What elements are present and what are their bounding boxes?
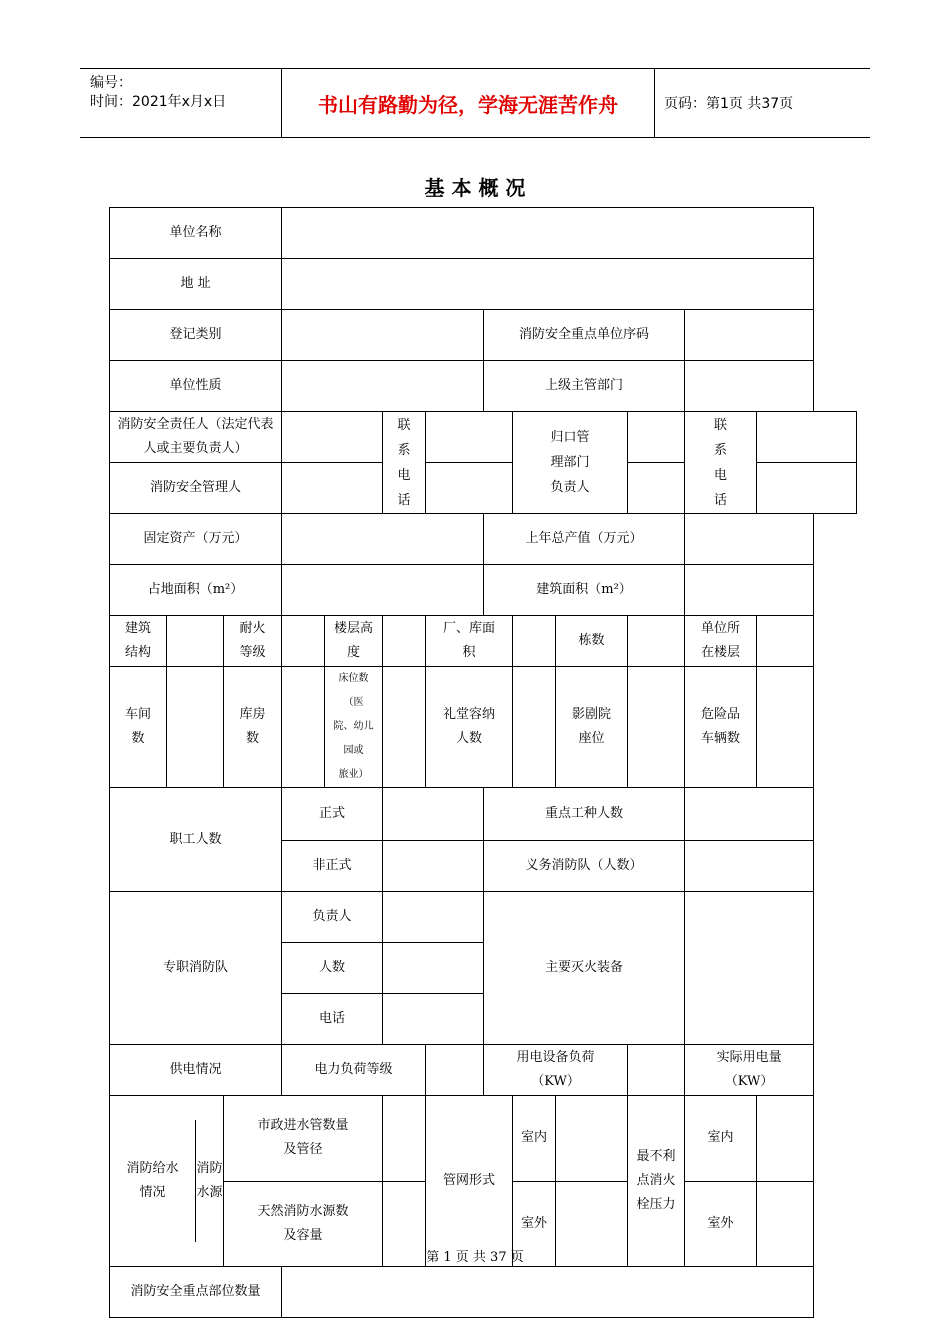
input-address[interactable]	[282, 259, 814, 310]
label-unit-floor: 单位所 在楼层	[685, 616, 757, 667]
input-superior-dept[interactable]	[685, 361, 814, 412]
input-unit-name[interactable]	[282, 208, 814, 259]
label-bed-count: 床位数（医 院、幼儿园或 旅业）	[325, 667, 383, 788]
label-safety-responsible: 消防安全责任人（法定代表人或主要负责人）	[110, 412, 282, 463]
label-cinema-seats: 影剧院 座位	[556, 667, 628, 788]
input-phone-dept-2[interactable]	[757, 463, 857, 514]
label-main-equipment: 主要灭火装备	[484, 892, 685, 1045]
input-key-unit-code[interactable]	[685, 310, 814, 361]
page-footer: 第 1 页 共 37 页	[426, 1250, 524, 1265]
label-key-unit-code: 消防安全重点单位序码	[484, 310, 685, 361]
label-contact-phone: 联 系 电 话	[383, 412, 426, 514]
input-indoor[interactable]	[556, 1096, 628, 1182]
label-informal: 非正式	[282, 841, 383, 892]
input-key-worker-count[interactable]	[685, 788, 814, 841]
label-hazmat-vehicles: 危险品 车辆数	[685, 667, 757, 788]
label-water-supply-group	[110, 1096, 224, 1267]
input-leader[interactable]	[383, 892, 484, 943]
input-informal[interactable]	[383, 841, 484, 892]
label-dept-head: 归口管 理部门 负责人	[513, 412, 628, 514]
header-meta	[80, 69, 280, 137]
input-last-year-output[interactable]	[685, 514, 814, 565]
label-headcount: 人数	[282, 943, 383, 994]
input-phone-responsible[interactable]	[426, 412, 513, 463]
number-label: 编号：	[90, 75, 132, 91]
label-unit-name: 单位名称	[110, 208, 282, 259]
input-warehouse-count[interactable]	[282, 667, 325, 788]
label-last-year-output: 上年总产值（万元）	[484, 514, 685, 565]
label-warehouse-count: 库房 数	[224, 667, 282, 788]
input-phone[interactable]	[383, 994, 484, 1045]
label-address: 地 址	[110, 259, 282, 310]
label-contact-phone-2: 联 系 电 话	[685, 412, 757, 514]
label-min-pressure: 最不利 点消火 栓压力	[628, 1096, 685, 1267]
input-phone-manager[interactable]	[426, 463, 513, 514]
input-fixed-assets[interactable]	[282, 514, 484, 565]
header-motto: 书山有路勤为径，学海无涯苦作舟	[281, 69, 655, 137]
input-building-area[interactable]	[685, 565, 814, 616]
label-workshop-count: 车间 数	[110, 667, 167, 788]
time-label: 时间：2021年x月x日	[90, 94, 227, 110]
label-staff-count: 职工人数	[110, 788, 282, 892]
label-pipe-network: 管网形式	[426, 1096, 513, 1267]
label-superior-dept: 上级主管部门	[484, 361, 685, 412]
label-equipment-load: 用电设备负荷 （KW）	[484, 1045, 628, 1096]
input-workshop-count[interactable]	[167, 667, 224, 788]
input-cinema-seats[interactable]	[628, 667, 685, 788]
label-safety-manager: 消防安全管理人	[110, 463, 282, 514]
label-pro-brigade: 专职消防队	[110, 892, 282, 1045]
page-header	[80, 68, 870, 138]
label-indoor-2: 室内	[685, 1096, 757, 1182]
label-land-area: 占地面积（m²）	[110, 565, 282, 616]
input-hall-capacity[interactable]	[513, 667, 556, 788]
input-dept-head-1[interactable]	[628, 412, 685, 463]
input-fire-rating[interactable]	[282, 616, 325, 667]
label-fixed-assets: 固定资产（万元）	[110, 514, 282, 565]
input-indoor-2[interactable]	[757, 1096, 814, 1182]
label-building-area: 建筑面积（m²）	[484, 565, 685, 616]
label-natural-source: 天然消防水源数 及容量	[224, 1181, 383, 1267]
label-reg-type: 登记类别	[110, 310, 282, 361]
label-key-parts-count: 消防安全重点部位数量	[110, 1267, 282, 1318]
label-water-source: 消防水源	[196, 1161, 223, 1200]
input-land-area[interactable]	[282, 565, 484, 616]
label-leader: 负责人	[282, 892, 383, 943]
label-building-structure: 建筑 结构	[110, 616, 167, 667]
input-unit-nature[interactable]	[282, 361, 484, 412]
input-factory-area[interactable]	[513, 616, 556, 667]
input-equipment-load[interactable]	[628, 1045, 685, 1096]
label-power-supply: 供电情况	[110, 1045, 282, 1096]
header-page-info: 页码：第1页 共37页	[664, 96, 794, 112]
input-key-parts-count[interactable]	[282, 1267, 814, 1318]
input-unit-floor[interactable]	[757, 616, 814, 667]
input-volunteer-brigade[interactable]	[685, 841, 814, 892]
label-outdoor: 室外	[513, 1181, 556, 1267]
label-water-supply: 消防给水 情况	[110, 1120, 196, 1242]
label-fire-rating: 耐火 等级	[224, 616, 282, 667]
input-building-structure[interactable]	[167, 616, 224, 667]
page-title: 基 本 概 况	[424, 176, 526, 200]
input-main-equipment[interactable]	[685, 892, 814, 1045]
input-reg-type[interactable]	[282, 310, 484, 361]
input-building-count[interactable]	[628, 616, 685, 667]
input-municipal-pipe[interactable]	[383, 1096, 426, 1182]
label-hall-capacity: 礼堂容纳 人数	[426, 667, 513, 788]
input-hazmat-vehicles[interactable]	[757, 667, 814, 788]
label-floor-height: 楼层高度	[325, 616, 383, 667]
input-formal[interactable]	[383, 788, 484, 841]
input-safety-manager[interactable]	[282, 463, 383, 514]
label-municipal-pipe: 市政进水管数量 及管径	[224, 1096, 383, 1182]
label-building-count: 栋数	[556, 616, 628, 667]
input-safety-responsible[interactable]	[282, 412, 383, 463]
input-phone-dept-1[interactable]	[757, 412, 857, 463]
label-outdoor-2: 室外	[685, 1181, 757, 1267]
input-dept-head-2[interactable]	[628, 463, 685, 514]
label-indoor: 室内	[513, 1096, 556, 1182]
label-key-worker-count: 重点工种人数	[484, 788, 685, 841]
label-phone: 电话	[282, 994, 383, 1045]
input-floor-height[interactable]	[383, 616, 426, 667]
input-headcount[interactable]	[383, 943, 484, 994]
label-unit-nature: 单位性质	[110, 361, 282, 412]
input-bed-count[interactable]	[383, 667, 426, 788]
input-power-load-level[interactable]	[426, 1045, 484, 1096]
label-power-load-level: 电力负荷等级	[282, 1045, 426, 1096]
label-actual-usage: 实际用电量 （KW）	[685, 1045, 814, 1096]
label-factory-area: 厂、库面 积	[426, 616, 513, 667]
basic-info-form	[109, 207, 857, 1318]
label-formal: 正式	[282, 788, 383, 841]
label-volunteer-brigade: 义务消防队（人数）	[484, 841, 685, 892]
